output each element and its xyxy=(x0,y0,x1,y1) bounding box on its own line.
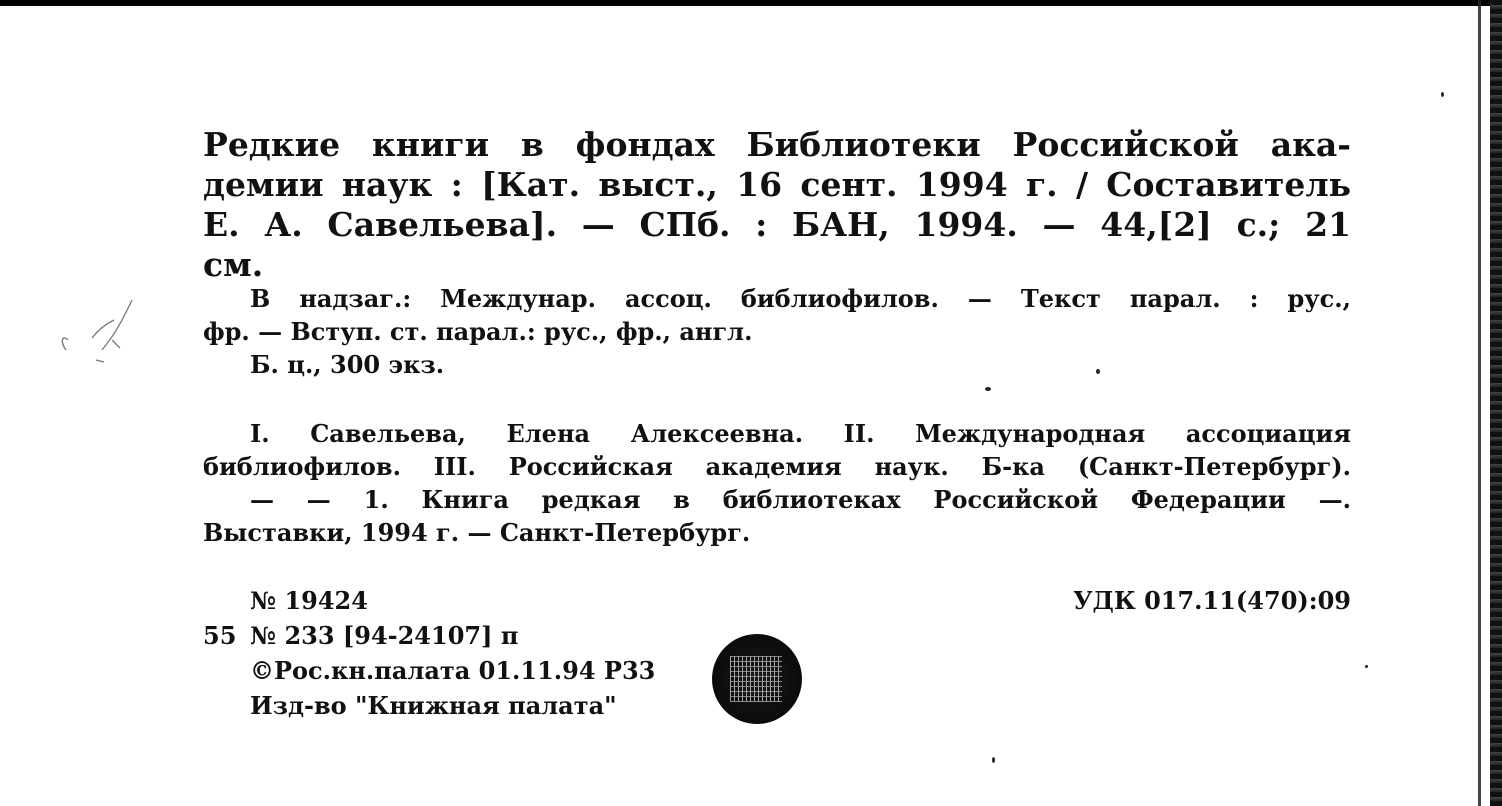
catalog-note-line: фр. — Вступ. ст. парал.: рус., фр., англ. xyxy=(203,317,753,346)
footer-registration: № 233 [94-24107] п xyxy=(250,621,519,650)
catalog-title-line: Редкие книги в фондах Библиотеки Российской ака- xyxy=(203,125,1351,164)
pencil-mark xyxy=(52,290,142,380)
scan-speck xyxy=(1441,92,1444,97)
scan-speck xyxy=(985,387,991,391)
scan-top-border xyxy=(0,0,1502,6)
scan-speck xyxy=(992,757,995,763)
catalog-subject-line: библиофилов. III. Российская академия наук. Б-ка (Санкт-Петербург). xyxy=(203,452,1351,481)
footer-prefix: 55 xyxy=(203,621,237,650)
scan-speck xyxy=(1365,665,1368,668)
catalog-subject-line: I. Савельева, Елена Алексеевна. II. Международная ассоциация xyxy=(250,419,1351,448)
scan-right-edge-line xyxy=(1478,0,1481,806)
catalog-subject-line: — — 1. Книга редкая в библиотеках Российской Федерации —. xyxy=(250,485,1351,514)
scan-speck xyxy=(1096,369,1100,374)
catalog-note-line: Б. ц., 300 экз. xyxy=(250,350,445,379)
stamp-grid-pattern xyxy=(730,656,782,702)
catalog-subject-line: Выставки, 1994 г. — Санкт-Петербург. xyxy=(203,518,751,547)
catalog-title-line: Е. А. Савельева]. — СПб. : БАН, 1994. — 44,[2] с.; 21 xyxy=(203,205,1351,244)
copyright-line: ©Рос.кн.палата 01.11.94 Р33 xyxy=(250,656,656,685)
publisher-line: Изд-во "Книжная палата" xyxy=(250,691,617,720)
catalog-title-line: см. xyxy=(203,245,264,284)
record-number: № 19424 xyxy=(250,586,368,615)
udc-code: УДК 017.11(470):09 xyxy=(1073,586,1351,615)
scan-right-border xyxy=(1490,0,1502,806)
catalog-note-line: В надзаг.: Междунар. ассоц. библиофилов. — Текст парал. : рус., xyxy=(250,284,1351,313)
catalog-title-line: демии наук : [Кат. выст., 16 сент. 1994 г. / Составитель xyxy=(203,165,1351,204)
ink-stamp xyxy=(712,634,802,724)
